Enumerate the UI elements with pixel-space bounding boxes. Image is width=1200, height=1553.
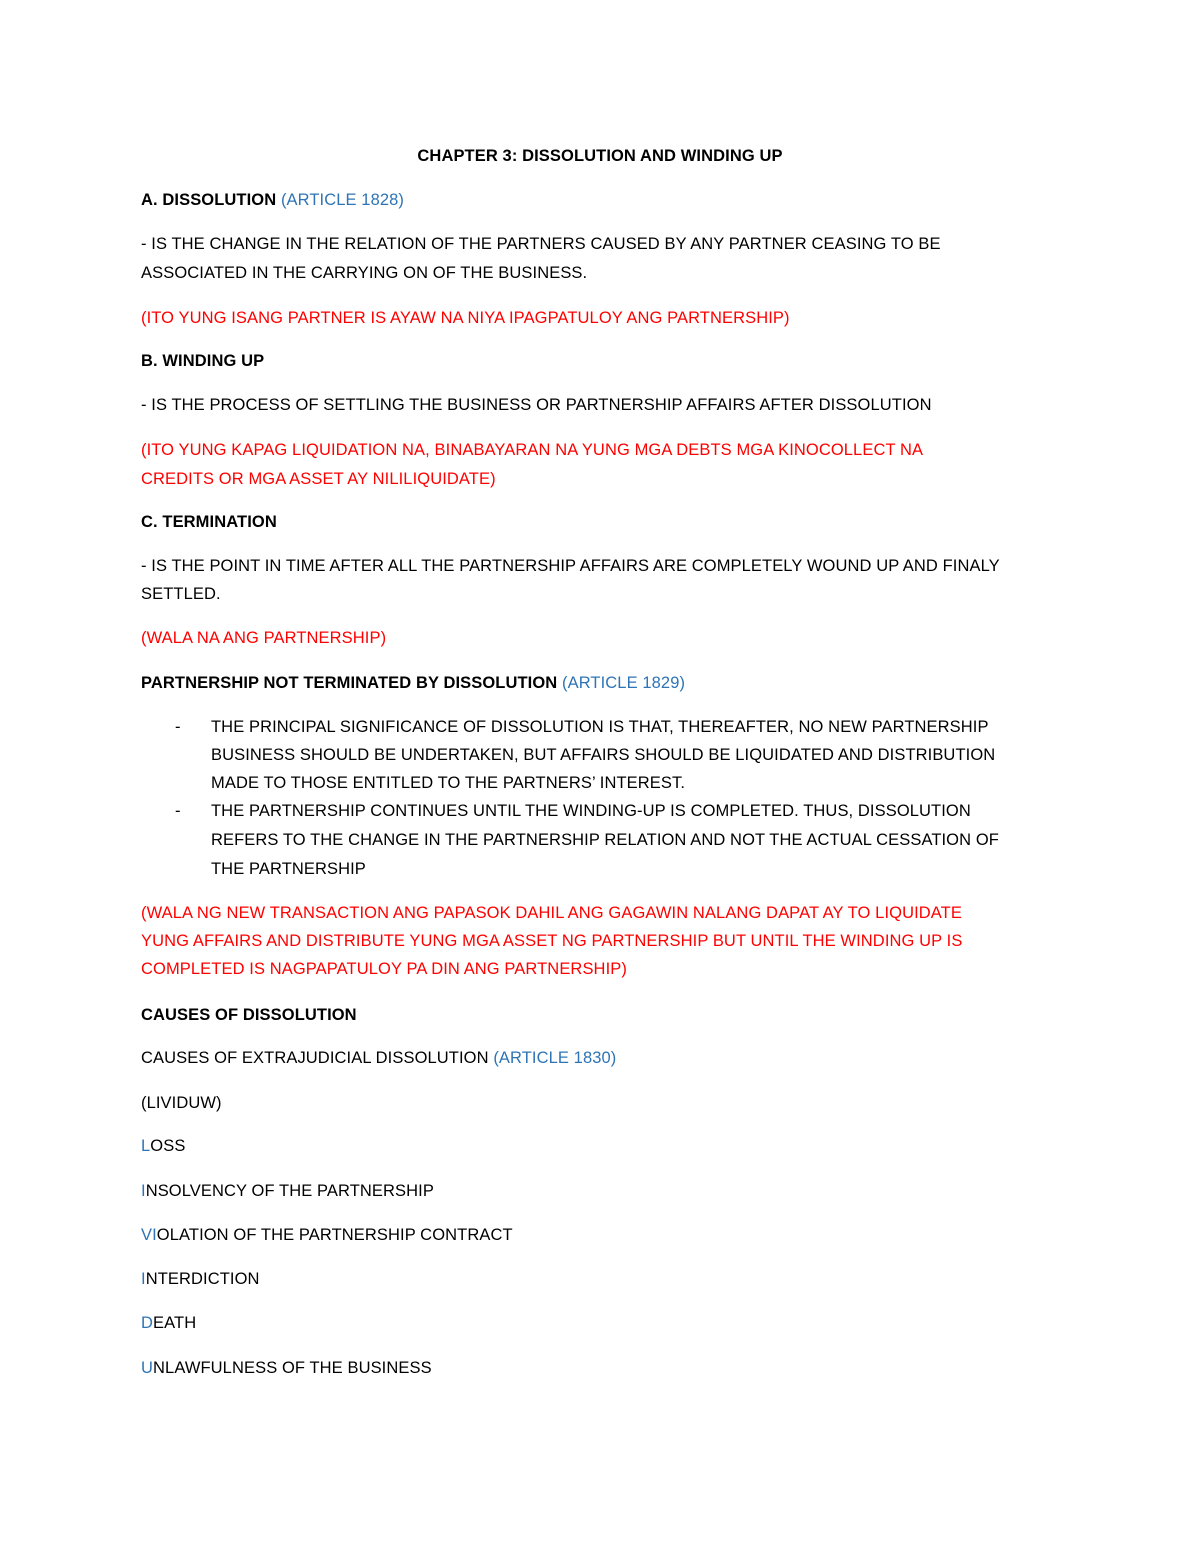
not-terminated-heading: PARTNERSHIP NOT TERMINATED BY DISSOLUTION: [141, 674, 558, 692]
not-terminated-article: (ARTICLE 1829): [562, 674, 686, 692]
cause-initial: VI: [141, 1226, 157, 1244]
section-b-note-cont: CREDITS OR MGA ASSET AY NILILIQUIDATE): [141, 470, 496, 488]
section-c-heading: C. TERMINATION: [141, 513, 277, 531]
section-b-note: (ITO YUNG KAPAG LIQUIDATION NA, BINABAYARAN NA YUNG MGA DEBTS MGA KINOCOLLECT NA: [141, 441, 924, 459]
extrajudicial-line: [141, 1048, 616, 1068]
section-b-definition: - IS THE PROCESS OF SETTLING THE BUSINESS OR PARTNERSHIP AFFAIRS AFTER DISSOLUTION: [141, 396, 932, 414]
cause-initial: D: [141, 1314, 154, 1332]
cause-text: NLAWFULNESS OF THE BUSINESS: [153, 1359, 432, 1377]
bullet-dash: -: [175, 718, 181, 736]
section-c-note: (WALA NA ANG PARTNERSHIP): [141, 629, 387, 647]
section-b-heading: B. WINDING UP: [141, 352, 265, 370]
not-terminated-note: (WALA NG NEW TRANSACTION ANG PAPASOK DAHIL ANG GAGAWIN NALANG DAPAT AY TO LIQUIDATE: [141, 904, 962, 922]
cause-item: [141, 1313, 196, 1333]
section-a-note: (ITO YUNG ISANG PARTNER IS AYAW NA NIYA IPAGPATULOY ANG PARTNERSHIP): [141, 309, 790, 327]
cause-item: [141, 1225, 513, 1245]
cause-initial: U: [141, 1359, 154, 1377]
bullet-2-line-1: THE PARTNERSHIP CONTINUES UNTIL THE WINDING-UP IS COMPLETED. THUS, DISSOLUTION: [211, 802, 971, 820]
cause-item: [141, 1136, 185, 1156]
section-a-definition: - IS THE CHANGE IN THE RELATION OF THE PARTNERS CAUSED BY ANY PARTNER CEASING TO BE: [141, 235, 941, 253]
not-terminated-note-end: COMPLETED IS NAGPAPATULOY PA DIN ANG PARTNERSHIP): [141, 960, 627, 978]
section-c-definition-cont: SETTLED.: [141, 585, 221, 603]
bullet-2-line-3: THE PARTNERSHIP: [211, 860, 366, 878]
cause-text: OLATION OF THE PARTNERSHIP CONTRACT: [156, 1226, 513, 1244]
section-a-heading-line: [141, 190, 404, 210]
extrajudicial-heading: CAUSES OF EXTRAJUDICIAL DISSOLUTION: [141, 1049, 489, 1067]
bullet-1-line-1: THE PRINCIPAL SIGNIFICANCE OF DISSOLUTION IS THAT, THEREAFTER, NO NEW PARTNERSHIP: [211, 718, 989, 736]
causes-heading: CAUSES OF DISSOLUTION: [141, 1006, 357, 1024]
cause-item: [141, 1181, 434, 1201]
cause-initial: I: [141, 1182, 146, 1200]
cause-text: OSS: [150, 1137, 186, 1155]
bullet-2-line-2: REFERS TO THE CHANGE IN THE PARTNERSHIP RELATION AND NOT THE ACTUAL CESSATION OF: [211, 831, 999, 849]
mnemonic: (LIVIDUW): [141, 1094, 222, 1112]
page-title: CHAPTER 3: DISSOLUTION AND WINDING UP: [417, 147, 783, 165]
causes-article: (ARTICLE 1830): [493, 1049, 617, 1067]
cause-initial: I: [141, 1270, 146, 1288]
cause-text: EATH: [153, 1314, 197, 1332]
section-c-definition: - IS THE POINT IN TIME AFTER ALL THE PARTNERSHIP AFFAIRS ARE COMPLETELY WOUND UP AND FINALY: [141, 557, 1000, 575]
cause-text: NTERDICTION: [145, 1270, 260, 1288]
cause-text: NSOLVENCY OF THE PARTNERSHIP: [145, 1182, 434, 1200]
bullet-dash: -: [175, 802, 181, 820]
cause-item: [141, 1358, 432, 1378]
section-a-definition-cont: ASSOCIATED IN THE CARRYING ON OF THE BUSINESS.: [141, 264, 588, 282]
section-a-heading: A. DISSOLUTION: [141, 191, 277, 209]
bullet-1-line-2: BUSINESS SHOULD BE UNDERTAKEN, BUT AFFAIRS SHOULD BE LIQUIDATED AND DISTRIBUTION: [211, 746, 996, 764]
not-terminated-note-cont: YUNG AFFAIRS AND DISTRIBUTE YUNG MGA ASSET NG PARTNERSHIP BUT UNTIL THE WINDING UP IS: [141, 932, 963, 950]
bullet-1-line-3: MADE TO THOSE ENTITLED TO THE PARTNERS’ INTEREST.: [211, 774, 686, 792]
cause-initial: L: [141, 1137, 151, 1155]
not-terminated-heading-line: [141, 673, 685, 693]
section-a-article: (ARTICLE 1828): [280, 191, 405, 209]
cause-item: [141, 1269, 260, 1289]
